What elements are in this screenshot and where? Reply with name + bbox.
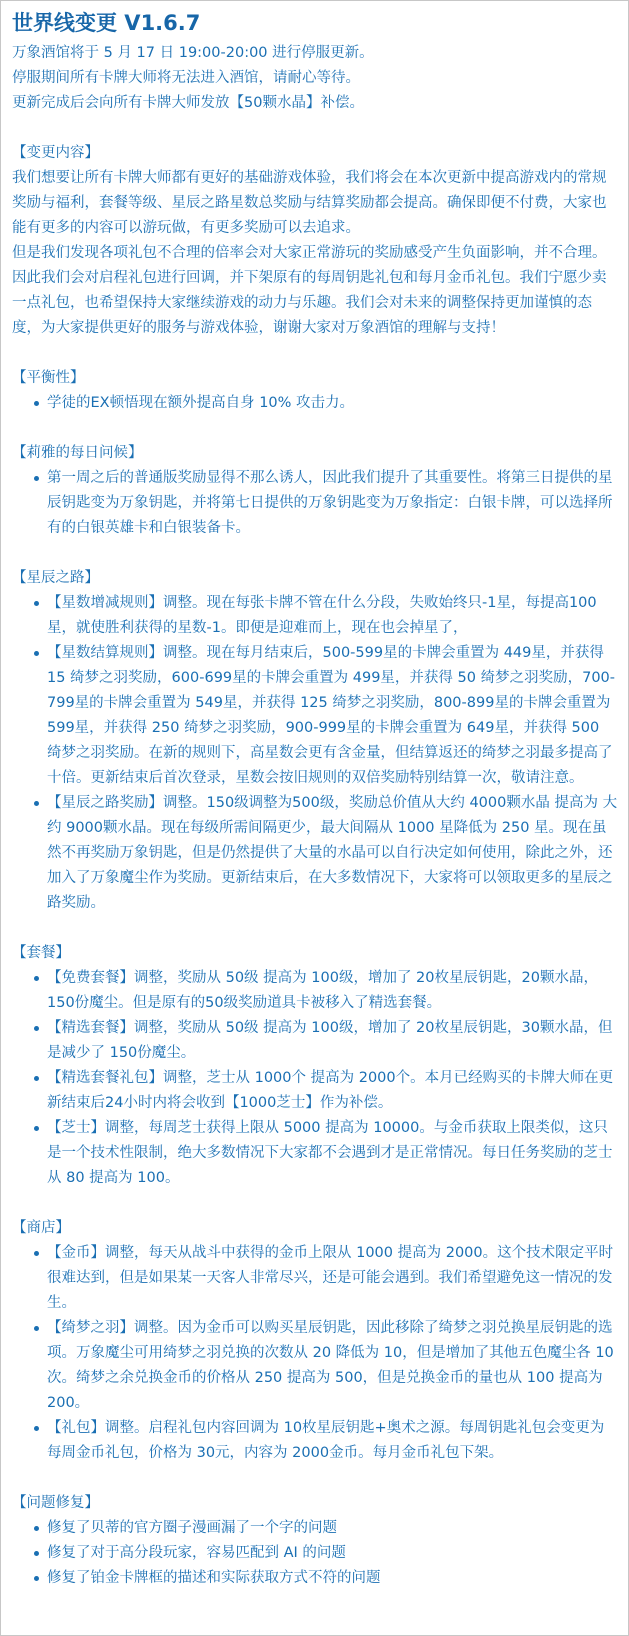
- bullet-list: [12, 591, 618, 916]
- intro-line: 万象酒馆将于 5 月 17 日 19:00-20:00 进行停服更新。: [12, 45, 374, 61]
- list-item: 修复了对于高分段玩家，容易匹配到 AI 的问题: [32, 1541, 618, 1566]
- list-item: 【绮梦之羽】调整。因为金币可以购买星辰钥匙，因此移除了绮梦之羽兑换星辰钥匙的选项。万象魔尘可用绮梦之羽兑换的次数从 20 降低为 10，但是增加了其他五色魔尘各 10 次。绮梦之余兑换金币的价格从 250 提高为 500，但是兑换金币的量也从 100 提高为 200。: [32, 1316, 618, 1416]
- bullet-list: [12, 466, 618, 541]
- section-shop: [12, 1216, 618, 1466]
- section-paragraph: 我们想要让所有卡牌大师都有更好的基础游戏体验，我们将会在本次更新中提高游戏内的常规奖励与福利，套餐等级、星辰之路星数总奖励与结算奖励都会提高。确保即便不付费，大家也能有更多的内容可以游玩做，有更多奖励可以去追求。: [12, 170, 607, 236]
- list-item: 【芝士】调整，每周芝士获得上限从 5000 提高为 10000。与金币获取上限类似，这只是一个技术性限制，绝大多数情况下大家都不会遇到才是正常情况。每日任务奖励的芝士从 80 提高为 100。: [32, 1116, 618, 1191]
- list-item: 学徒的EX顿悟现在额外提高自身 10% 攻击力。: [32, 391, 618, 416]
- list-item: 【星数增减规则】调整。现在每张卡牌不管在什么分段，失败始终只-1星，每提高100星，就使胜利获得的星数-1。即便是迎难而上，现在也会掉星了，: [32, 591, 618, 641]
- list-item: 【礼包】调整。启程礼包内容回调为 10枚星辰钥匙+奥术之源。每周钥匙礼包会变更为每周金币礼包，价格为 30元，内容为 2000金币。每月金币礼包下架。: [32, 1416, 618, 1466]
- intro-line: 更新完成后会向所有卡牌大师发放【50颗水晶】补偿。: [12, 95, 364, 111]
- bullet-list: [12, 391, 618, 416]
- list-item: 【精选套餐礼包】调整，芝士从 1000个 提高为 2000个。本月已经购买的卡牌大师在更新结束后24小时内将会收到【1000芝士】作为补偿。: [32, 1066, 618, 1116]
- patch-notes-content: [1, 1, 628, 1591]
- page-title: 世界线变更 V1.6.7: [12, 11, 201, 35]
- section-changes: [12, 141, 618, 341]
- list-item: 修复了贝蒂的官方圈子漫画漏了一个字的问题: [32, 1516, 618, 1541]
- section-heading: 【变更内容】: [12, 145, 99, 161]
- intro-line: 停服期间所有卡牌大师将无法进入酒馆，请耐心等待。: [12, 70, 360, 86]
- list-item: 【星数结算规则】调整。现在每月结束后，500-599星的卡牌会重置为 449星，并获得 15 绮梦之羽奖励，600-699星的卡牌会重置为 499星，并获得 50 绮梦之羽奖励，700-799星的卡牌会重置为 549星，并获得 125 绮梦之羽奖励，800-899星的卡牌会重置为 599星，并获得 250 绮梦之羽奖励，900-999星的卡牌会重置为 649星，并获得 500 绮梦之羽奖励。在新的规则下，高星数会更有含金量，但结算返还的绮梦之羽最多提高了十倍。更新结束后首次登录，星数会按旧规则的双倍奖励特别结算一次，敬请注意。: [32, 641, 618, 791]
- intro-block: [12, 41, 618, 116]
- section-heading: 【问题修复】: [12, 1495, 99, 1511]
- section-star-road: [12, 566, 618, 916]
- section-daily-greeting: [12, 441, 618, 541]
- list-item: 【免费套餐】调整，奖励从 50级 提高为 100级，增加了 20枚星辰钥匙，20颗水晶，150份魔尘。但是原有的50级奖励道具卡被移入了精选套餐。: [32, 966, 618, 1016]
- section-heading: 【莉雅的每日问候】: [12, 445, 143, 461]
- section-heading: 【套餐】: [12, 945, 70, 961]
- list-item: 【精选套餐】调整，奖励从 50级 提高为 100级，增加了 20枚星辰钥匙，30颗水晶，但是减少了 150份魔尘。: [32, 1016, 618, 1066]
- section-balance: [12, 366, 618, 416]
- list-item: 第一周之后的普通版奖励显得不那么诱人，因此我们提升了其重要性。将第三日提供的星辰钥匙变为万象钥匙，并将第七日提供的万象钥匙变为万象指定：白银卡牌，可以选择所有的白银英雄卡和白银装备卡。: [32, 466, 618, 541]
- section-heading: 【星辰之路】: [12, 570, 99, 586]
- section-heading: 【商店】: [12, 1220, 70, 1236]
- section-bug-fixes: [12, 1491, 618, 1591]
- section-paragraph: 但是我们发现各项礼包不合理的倍率会对大家正常游玩的奖励感受产生负面影响，并不合理。因此我们会对启程礼包进行回调，并下架原有的每周钥匙礼包和每月金币礼包。我们宁愿少卖一点礼包，也希望保持大家继续游戏的动力与乐趣。我们会对未来的调整保持更加谨慎的态度，为大家提供更好的服务与游戏体验，谢谢大家对万象酒馆的理解与支持！: [12, 245, 607, 336]
- section-heading: 【平衡性】: [12, 370, 85, 386]
- list-item: 修复了铂金卡牌框的描述和实际获取方式不符的问题: [32, 1566, 618, 1591]
- list-item: 【金币】调整，每天从战斗中获得的金币上限从 1000 提高为 2000。这个技术限定平时很难达到，但是如果某一天客人非常尽兴，还是可能会遇到。我们希望避免这一情况的发生。: [32, 1241, 618, 1316]
- bullet-list: [12, 1516, 618, 1591]
- list-item: 【星辰之路奖励】调整。150级调整为500级，奖励总价值从大约 4000颗水晶 提高为 大约 9000颗水晶。现在每级所需间隔更少，最大间隔从 1000 星降低为 250 星。现在虽然不再奖励万象钥匙，但是仍然提供了大量的水晶可以自行决定如何使用，除此之外，还加入了万象魔尘作为奖励。更新结束后，在大多数情况下，大家将可以领取更多的星辰之路奖励。: [32, 791, 618, 916]
- section-package: [12, 941, 618, 1191]
- bullet-list: [12, 1241, 618, 1466]
- bullet-list: [12, 966, 618, 1191]
